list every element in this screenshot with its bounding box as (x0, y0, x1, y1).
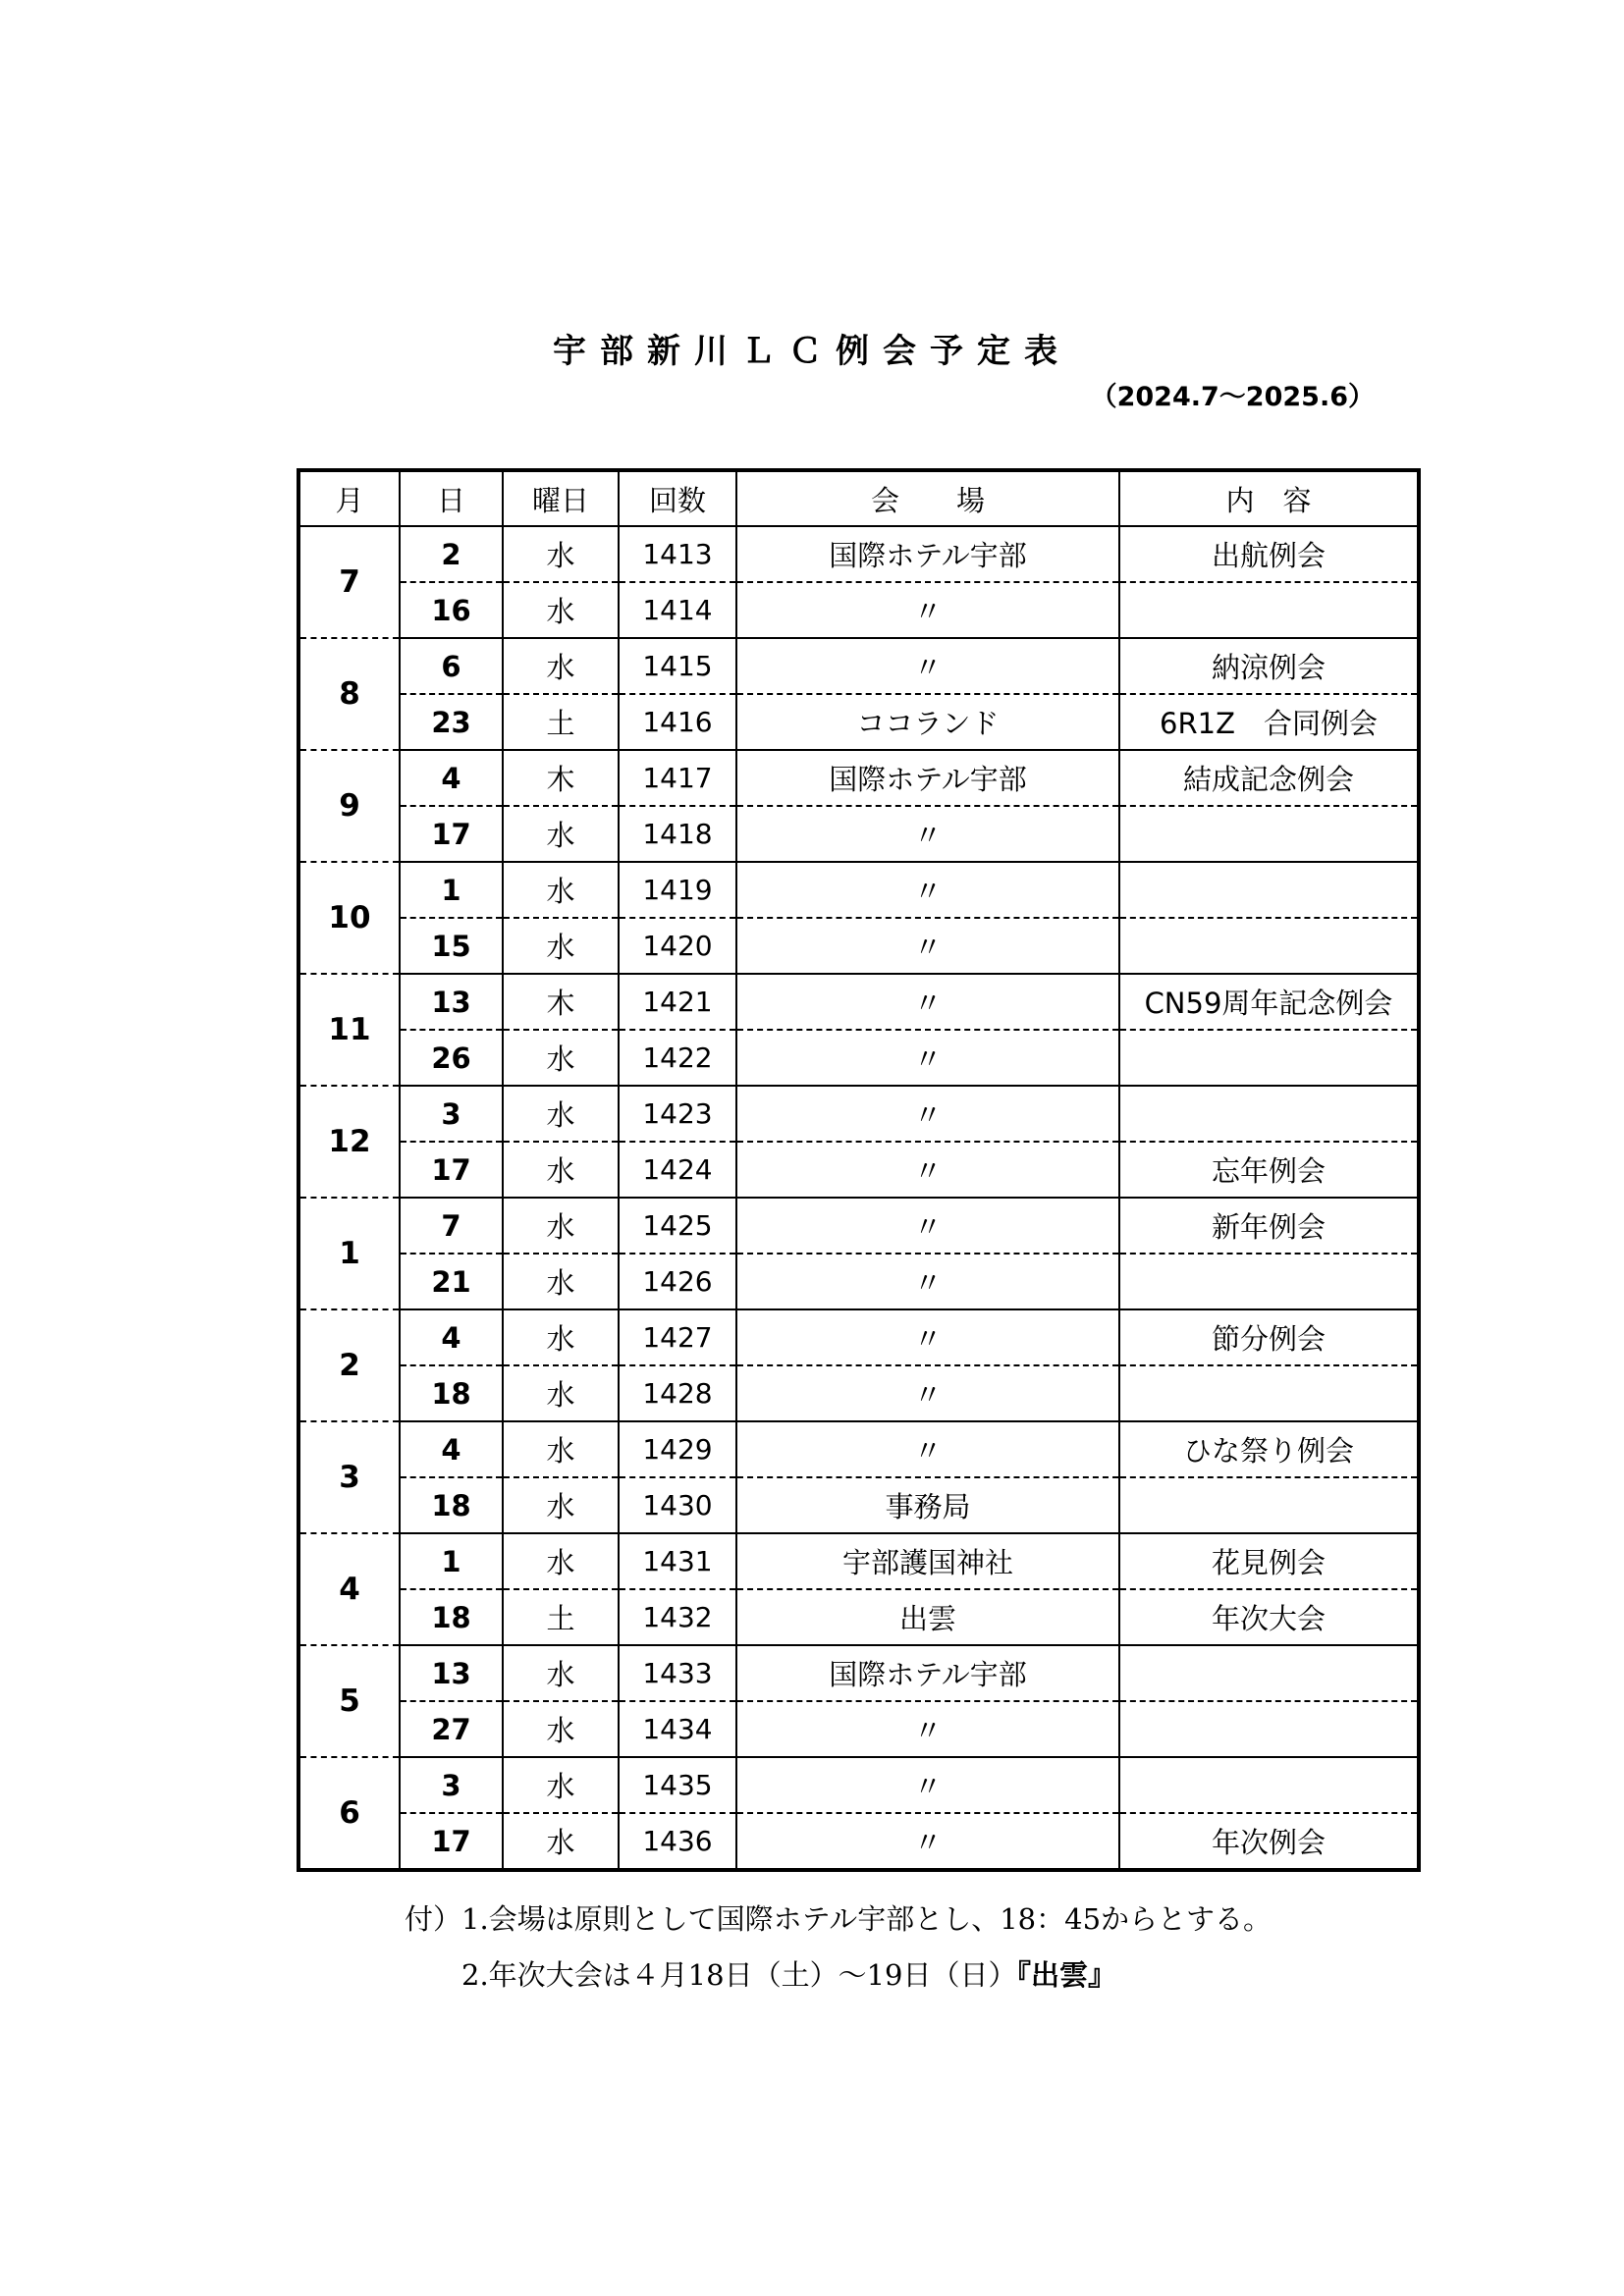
content-cell (1119, 1030, 1419, 1086)
day-cell: 13 (400, 974, 503, 1030)
venue-cell: 〃 (736, 1757, 1119, 1813)
month-cell: 6 (298, 1757, 400, 1870)
day-cell: 13 (400, 1645, 503, 1701)
day-cell: 18 (400, 1589, 503, 1645)
content-cell: 納涼例会 (1119, 638, 1419, 694)
content-cell: ひな祭り例会 (1119, 1421, 1419, 1477)
content-cell (1119, 1254, 1419, 1309)
day-cell: 7 (400, 1198, 503, 1254)
count-cell: 1430 (619, 1477, 736, 1533)
table-row (298, 1142, 1419, 1198)
count-cell: 1420 (619, 918, 736, 974)
content-cell (1119, 1477, 1419, 1533)
weekday-cell: 木 (503, 974, 619, 1030)
venue-cell: 〃 (736, 974, 1119, 1030)
weekday-cell: 水 (503, 1030, 619, 1086)
venue-cell: 国際ホテル宇部 (736, 526, 1119, 582)
month-cell: 9 (298, 750, 400, 862)
month-cell: 10 (298, 862, 400, 974)
count-cell: 1436 (619, 1813, 736, 1870)
content-cell: 年次大会 (1119, 1589, 1419, 1645)
day-cell: 17 (400, 1813, 503, 1870)
count-cell: 1423 (619, 1086, 736, 1142)
venue-cell: 〃 (736, 918, 1119, 974)
day-cell: 27 (400, 1701, 503, 1757)
venue-cell: 〃 (736, 862, 1119, 918)
content-cell: CN59周年記念例会 (1119, 974, 1419, 1030)
header-month: 月 (298, 470, 400, 526)
header-weekday: 曜日 (503, 470, 619, 526)
month-cell: 2 (298, 1309, 400, 1421)
table-row (298, 1309, 1419, 1365)
table-row (298, 526, 1419, 582)
count-cell: 1433 (619, 1645, 736, 1701)
schedule-body (298, 526, 1419, 1870)
table-row (298, 1645, 1419, 1701)
weekday-cell: 水 (503, 918, 619, 974)
weekday-cell: 土 (503, 694, 619, 750)
day-cell: 26 (400, 1030, 503, 1086)
day-cell: 17 (400, 1142, 503, 1198)
content-cell: 新年例会 (1119, 1198, 1419, 1254)
table-row (298, 1533, 1419, 1589)
venue-cell: ココランド (736, 694, 1119, 750)
weekday-cell: 水 (503, 638, 619, 694)
count-cell: 1426 (619, 1254, 736, 1309)
header-venue: 会 場 (736, 470, 1119, 526)
venue-cell: 〃 (736, 1198, 1119, 1254)
weekday-cell: 水 (503, 1198, 619, 1254)
header-day: 日 (400, 470, 503, 526)
table-row (298, 582, 1419, 638)
venue-cell: 〃 (736, 1421, 1119, 1477)
weekday-cell: 水 (503, 1533, 619, 1589)
count-cell: 1413 (619, 526, 736, 582)
weekday-cell: 水 (503, 1309, 619, 1365)
count-cell: 1421 (619, 974, 736, 1030)
content-cell (1119, 1086, 1419, 1142)
day-cell: 2 (400, 526, 503, 582)
day-cell: 21 (400, 1254, 503, 1309)
month-cell: 8 (298, 638, 400, 750)
month-cell: 7 (298, 526, 400, 638)
venue-cell: 〃 (736, 582, 1119, 638)
table-row (298, 806, 1419, 862)
table-row (298, 1589, 1419, 1645)
count-cell: 1415 (619, 638, 736, 694)
day-cell: 4 (400, 1309, 503, 1365)
content-cell (1119, 1757, 1419, 1813)
table-row (298, 1254, 1419, 1309)
venue-cell: 〃 (736, 1254, 1119, 1309)
month-cell: 12 (298, 1086, 400, 1198)
weekday-cell: 水 (503, 1365, 619, 1421)
table-row (298, 1701, 1419, 1757)
weekday-cell: 水 (503, 1142, 619, 1198)
weekday-cell: 水 (503, 1254, 619, 1309)
count-cell: 1418 (619, 806, 736, 862)
content-cell (1119, 862, 1419, 918)
count-cell: 1428 (619, 1365, 736, 1421)
day-cell: 18 (400, 1477, 503, 1533)
weekday-cell: 土 (503, 1589, 619, 1645)
weekday-cell: 水 (503, 1701, 619, 1757)
venue-cell: 〃 (736, 1086, 1119, 1142)
count-cell: 1417 (619, 750, 736, 806)
content-cell (1119, 1365, 1419, 1421)
weekday-cell: 水 (503, 806, 619, 862)
day-cell: 1 (400, 862, 503, 918)
page-title: 宇部新川ＬＣ例会予定表 (553, 332, 1071, 371)
table-row (298, 1365, 1419, 1421)
note-2-venue: 『出雲』 (1016, 1958, 1116, 1992)
day-cell: 23 (400, 694, 503, 750)
day-cell: 1 (400, 1533, 503, 1589)
venue-cell: 出雲 (736, 1589, 1119, 1645)
day-cell: 17 (400, 806, 503, 862)
table-row (298, 750, 1419, 806)
venue-cell: 〃 (736, 1365, 1119, 1421)
day-cell: 18 (400, 1365, 503, 1421)
count-cell: 1419 (619, 862, 736, 918)
month-cell: 3 (298, 1421, 400, 1533)
venue-cell: 国際ホテル宇部 (736, 750, 1119, 806)
weekday-cell: 水 (503, 1757, 619, 1813)
count-cell: 1424 (619, 1142, 736, 1198)
month-cell: 11 (298, 974, 400, 1086)
header-content: 内 容 (1119, 470, 1419, 526)
content-cell: 結成記念例会 (1119, 750, 1419, 806)
table-row (298, 1198, 1419, 1254)
table-row (298, 862, 1419, 918)
venue-cell: 〃 (736, 1701, 1119, 1757)
table-row (298, 1757, 1419, 1813)
schedule-table (297, 468, 1421, 1872)
table-row (298, 638, 1419, 694)
weekday-cell: 水 (503, 1477, 619, 1533)
count-cell: 1427 (619, 1309, 736, 1365)
venue-cell: 〃 (736, 1030, 1119, 1086)
table-row (298, 1030, 1419, 1086)
table-row (298, 1477, 1419, 1533)
period-label: （2024.7～2025.6） (1090, 382, 1375, 412)
month-cell: 4 (298, 1533, 400, 1645)
content-cell: 節分例会 (1119, 1309, 1419, 1365)
weekday-cell: 水 (503, 526, 619, 582)
content-cell (1119, 1645, 1419, 1701)
content-cell (1119, 918, 1419, 974)
month-cell: 1 (298, 1198, 400, 1309)
content-cell: 花見例会 (1119, 1533, 1419, 1589)
venue-cell: 〃 (736, 1813, 1119, 1870)
table-row (298, 974, 1419, 1030)
weekday-cell: 木 (503, 750, 619, 806)
content-cell: 年次例会 (1119, 1813, 1419, 1870)
weekday-cell: 水 (503, 1813, 619, 1870)
venue-cell: 国際ホテル宇部 (736, 1645, 1119, 1701)
content-cell: 6R1Z 合同例会 (1119, 694, 1419, 750)
count-cell: 1416 (619, 694, 736, 750)
day-cell: 15 (400, 918, 503, 974)
count-cell: 1414 (619, 582, 736, 638)
count-cell: 1425 (619, 1198, 736, 1254)
day-cell: 3 (400, 1757, 503, 1813)
header-row (298, 470, 1419, 526)
note-2-text: 2.年次大会は４月18日（土）～19日（日） (461, 1958, 1017, 1992)
table-row (298, 1421, 1419, 1477)
venue-cell: 〃 (736, 806, 1119, 862)
weekday-cell: 水 (503, 1086, 619, 1142)
count-cell: 1429 (619, 1421, 736, 1477)
weekday-cell: 水 (503, 862, 619, 918)
venue-cell: 事務局 (736, 1477, 1119, 1533)
weekday-cell: 水 (503, 1645, 619, 1701)
content-cell: 出航例会 (1119, 526, 1419, 582)
weekday-cell: 水 (503, 1421, 619, 1477)
table-row (298, 694, 1419, 750)
venue-cell: 〃 (736, 1142, 1119, 1198)
venue-cell: 〃 (736, 1309, 1119, 1365)
table-row (298, 918, 1419, 974)
header-count: 回数 (619, 470, 736, 526)
venue-cell: 〃 (736, 638, 1119, 694)
day-cell: 6 (400, 638, 503, 694)
content-cell (1119, 806, 1419, 862)
note-1: 付）1.会場は原則として国際ホテル宇部とし、18：45からとする。 (405, 1902, 1272, 1936)
venue-cell: 宇部護国神社 (736, 1533, 1119, 1589)
content-cell: 忘年例会 (1119, 1142, 1419, 1198)
count-cell: 1434 (619, 1701, 736, 1757)
count-cell: 1431 (619, 1533, 736, 1589)
day-cell: 16 (400, 582, 503, 638)
weekday-cell: 水 (503, 582, 619, 638)
note-2 (461, 1953, 1116, 1994)
month-cell: 5 (298, 1645, 400, 1757)
count-cell: 1435 (619, 1757, 736, 1813)
day-cell: 4 (400, 750, 503, 806)
table-row (298, 1813, 1419, 1870)
content-cell (1119, 582, 1419, 638)
content-cell (1119, 1701, 1419, 1757)
count-cell: 1432 (619, 1589, 736, 1645)
table-row (298, 1086, 1419, 1142)
count-cell: 1422 (619, 1030, 736, 1086)
day-cell: 4 (400, 1421, 503, 1477)
day-cell: 3 (400, 1086, 503, 1142)
